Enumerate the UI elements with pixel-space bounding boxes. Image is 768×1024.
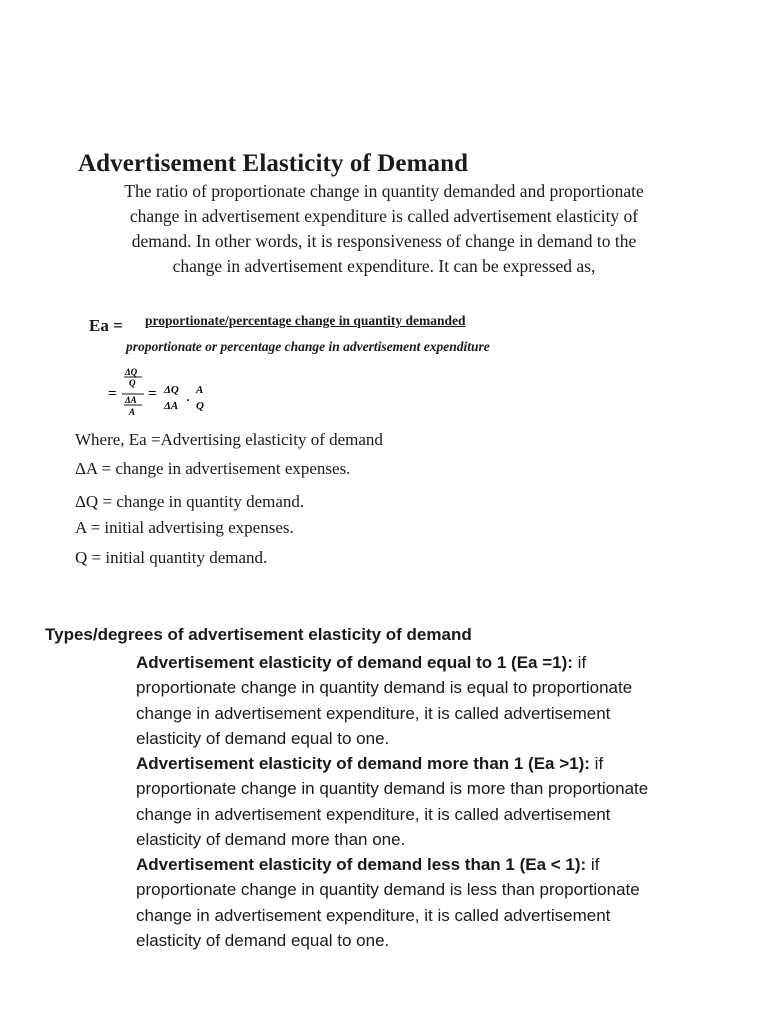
type-item-label: Advertisement elasticity of demand more than 1 (Ea >1): (136, 754, 590, 773)
type-item-line: proportionate change in quantity demand is equal to proportionate (136, 678, 633, 698)
equals-sign: = (148, 386, 157, 402)
q-symbol: Q (129, 378, 136, 388)
delta-q-symbol: ΔQ (164, 384, 179, 396)
intro-line: change in advertisement expenditure. It can be expressed as, (172, 256, 596, 276)
type-item-first-line (136, 852, 736, 877)
type-item-line: elasticity of demand equal to one. (136, 728, 390, 748)
formula-denominator: proportionate or percentage change in advertisement expenditure (126, 339, 490, 354)
type-item (136, 751, 736, 852)
a-symbol: A (129, 407, 136, 417)
type-item-lead: if (589, 754, 604, 773)
definition-line: A = initial advertising expenses. (75, 518, 294, 537)
delta-a-symbol: ΔA (164, 400, 179, 412)
intro-line: change in advertisement expenditure is called advertisement elasticity of (129, 206, 639, 226)
a-symbol: A (196, 384, 204, 396)
formula-label: Ea = (89, 316, 123, 335)
type-item-line: proportionate change in quantity demand is more than proportionate (136, 779, 649, 799)
multiply-dot: . (187, 390, 190, 404)
intro-line: demand. In other words, it is responsiveness of change in demand to the (131, 231, 637, 251)
delta-q-symbol: ΔQ (125, 367, 138, 377)
q-symbol: Q (196, 400, 204, 412)
type-item-line: change in advertisement expenditure, it is called advertisement (136, 804, 611, 824)
section-title: Advertisement Elasticity of Demand (78, 150, 469, 177)
type-item (136, 650, 736, 751)
delta-a-symbol: ΔA (125, 395, 137, 405)
equals-sign: = (108, 386, 117, 402)
definition-line: ΔQ = change in quantity demand. (75, 492, 305, 511)
type-item-line: elasticity of demand equal to one. (136, 930, 390, 950)
type-item (136, 852, 736, 953)
symbolic-formula (108, 364, 228, 424)
type-item-lead: if (572, 653, 587, 672)
type-item-lead: if (586, 855, 600, 874)
type-item-line: elasticity of demand more than one. (136, 829, 406, 849)
formula-numerator: proportionate/percentage change in quantity demanded (145, 313, 466, 328)
type-item-label: Advertisement elasticity of demand equal to 1 (Ea =1): (136, 653, 573, 672)
type-item-line: change in advertisement expenditure, it is called advertisement (136, 905, 611, 925)
types-heading: Types/degrees of advertisement elasticity of demand (45, 625, 472, 644)
definition-line: ΔA = change in advertisement expenses. (75, 459, 351, 478)
definition-line: Where, Ea =Advertising elasticity of demand (75, 430, 383, 449)
definition-line: Q = initial quantity demand. (75, 548, 268, 567)
type-item-label: Advertisement elasticity of demand less than 1 (Ea < 1): (136, 855, 587, 874)
type-item-line: change in advertisement expenditure, it is called advertisement (136, 703, 611, 723)
intro-line: The ratio of proportionate change in quantity demanded and proportionate (124, 181, 644, 201)
type-item-first-line (136, 751, 736, 776)
type-item-line: proportionate change in quantity demand is less than proportionate (136, 880, 640, 900)
type-item-first-line (136, 650, 736, 675)
